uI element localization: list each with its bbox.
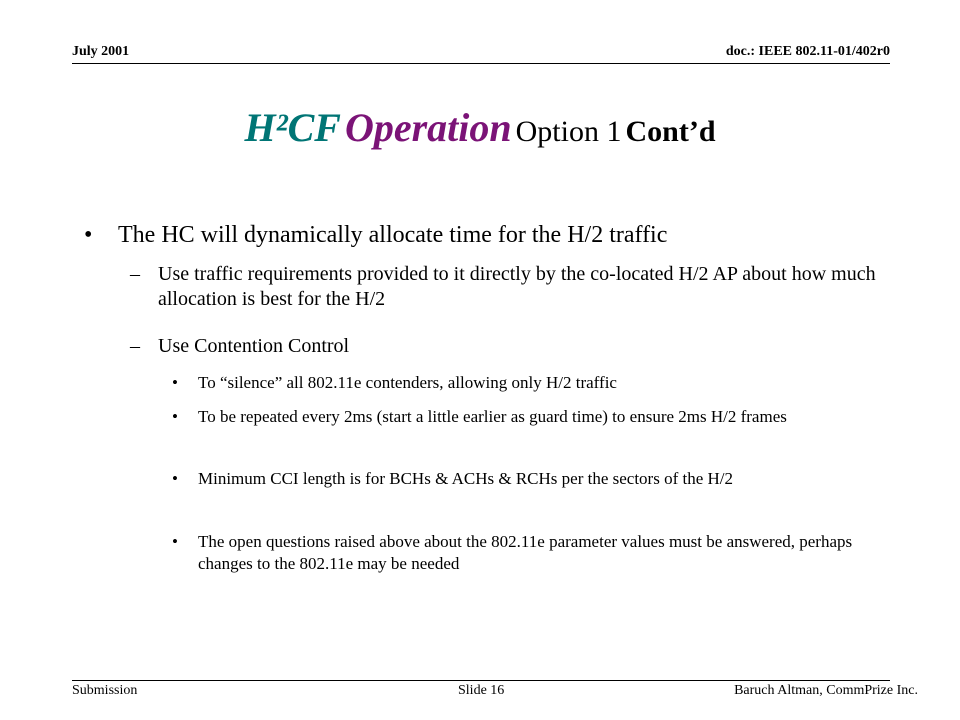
sub-sub-bullet-text: To be repeated every 2ms (start a little earlier as guard time) to ensure 2ms H/2 frames: [198, 407, 787, 426]
title-operation: Operation: [344, 105, 512, 150]
sub-bullet-item: [130, 262, 886, 312]
bullet-marker: •: [172, 532, 178, 551]
bullet-marker: •: [172, 469, 178, 488]
title-option: Option 1: [515, 115, 622, 148]
footer-author: Baruch Altman, CommPrize Inc.: [734, 683, 918, 698]
sub-sub-bullet-text: The open questions raised above about the 802.11e parameter values must be answered, perhaps changes to the 802.11e may be needed: [198, 532, 853, 573]
sub-bullet-text: Use traffic requirements provided to it directly by the co-located H/2 AP about how much allocation is best for the H/2: [158, 263, 876, 310]
header-date: July 2001: [72, 44, 130, 59]
dash-marker: –: [130, 335, 140, 357]
sub-bullet-item: [130, 334, 886, 359]
footer-divider: [72, 680, 890, 681]
sub-sub-bullet-item: [172, 406, 898, 428]
bullet-marker: •: [172, 407, 178, 426]
sub-sub-bullet-text: Minimum CCI length is for BCHs & ACHs & RCHs per the sectors of the H/2: [198, 469, 734, 488]
slide-title: [0, 106, 960, 150]
bullet-text: The HC will dynamically allocate time for the H/2 traffic: [118, 222, 668, 248]
footer-submission: Submission: [72, 683, 138, 698]
bullet-item: [84, 220, 878, 250]
header-divider: [72, 63, 890, 64]
header-doc-id: doc.: IEEE 802.11-01/402r0: [725, 44, 890, 59]
sub-sub-bullet-item: [172, 531, 898, 575]
bullet-marker: •: [172, 373, 178, 392]
dash-marker: –: [130, 263, 140, 285]
title-h2cf: H²CF: [244, 105, 341, 150]
sub-sub-bullet-item: [172, 372, 898, 394]
title-contd: Cont’d: [625, 115, 716, 148]
bullet-marker: •: [84, 222, 93, 248]
footer-slide-number: Slide 16: [458, 683, 505, 698]
sub-sub-bullet-item: [172, 468, 898, 490]
sub-sub-bullet-text: To “silence” all 802.11e contenders, allowing only H/2 traffic: [198, 373, 617, 392]
sub-bullet-text: Use Contention Control: [158, 335, 350, 357]
